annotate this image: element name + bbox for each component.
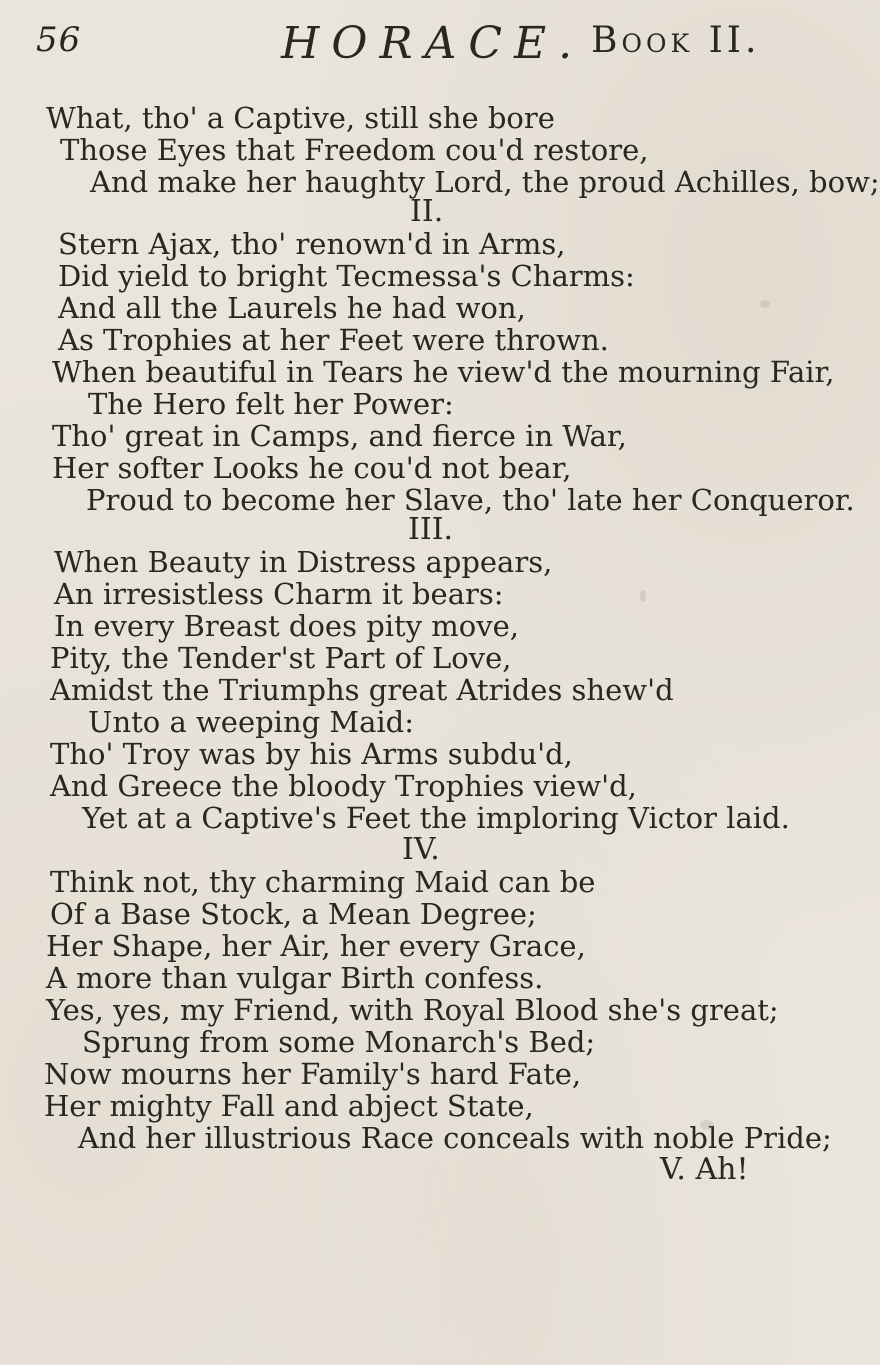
catchword: V. Ah! bbox=[660, 1152, 749, 1187]
verse-line: Unto a weeping Maid: bbox=[88, 705, 414, 739]
verse-line: The Hero felt her Power: bbox=[88, 387, 454, 421]
verse-line: And Greece the bloody Trophies view'd, bbox=[50, 769, 637, 803]
paper-blemish bbox=[700, 1120, 714, 1130]
verse-line: As Trophies at her Feet were thrown. bbox=[58, 323, 609, 357]
book-label: Book II. bbox=[591, 20, 761, 61]
verse-line: Her softer Looks he cou'd not bear, bbox=[52, 451, 572, 485]
verse-line: And make her haughty Lord, the proud Achilles, bow; bbox=[90, 165, 880, 199]
verse-line: Those Eyes that Freedom cou'd restore, bbox=[60, 133, 649, 167]
verse-line: Tho' Troy was by his Arms subdu'd, bbox=[50, 737, 573, 771]
verse-line: Stern Ajax, tho' renown'd in Arms, bbox=[58, 227, 566, 261]
verse-line: What, tho' a Captive, still she bore bbox=[46, 101, 555, 135]
verse-line: Sprung from some Monarch's Bed; bbox=[82, 1025, 596, 1059]
verse-line: An irresistless Charm it bears: bbox=[54, 577, 504, 611]
verse-line: Her mighty Fall and abject State, bbox=[44, 1089, 534, 1123]
verse-line: Yes, yes, my Friend, with Royal Blood she's great; bbox=[46, 993, 779, 1027]
verse-line: Yet at a Captive's Feet the imploring Victor laid. bbox=[82, 801, 790, 835]
verse-line: And her illustrious Race conceals with noble Pride; bbox=[78, 1121, 832, 1155]
verse-line: Her Shape, her Air, her every Grace, bbox=[46, 929, 586, 963]
page-header bbox=[36, 18, 786, 74]
verse-line: When Beauty in Distress appears, bbox=[54, 545, 553, 579]
verse-line: Tho' great in Camps, and fierce in War, bbox=[52, 419, 627, 453]
stanza-numeral: II. bbox=[410, 194, 444, 229]
verse-line: Did yield to bright Tecmessa's Charms: bbox=[58, 259, 635, 293]
verse-line: And all the Laurels he had won, bbox=[58, 291, 526, 325]
verse-line: Pity, the Tender'st Part of Love, bbox=[50, 641, 512, 675]
verse-line: When beautiful in Tears he view'd the mourning Fair, bbox=[52, 355, 835, 389]
verse-line: Think not, thy charming Maid can be bbox=[50, 865, 596, 899]
paper-blemish bbox=[640, 590, 646, 602]
verse-line: Of a Base Stock, a Mean Degree; bbox=[50, 897, 537, 931]
paper-blemish bbox=[760, 300, 770, 308]
page-number: 56 bbox=[36, 20, 82, 60]
stanza-numeral: IV. bbox=[402, 832, 440, 867]
verse-line: In every Breast does pity move, bbox=[54, 609, 520, 643]
verse-line: A more than vulgar Birth confess. bbox=[46, 961, 544, 995]
verse-line: Now mourns her Family's hard Fate, bbox=[44, 1057, 582, 1091]
verse-line: Proud to become her Slave, tho' late her Conqueror. bbox=[86, 483, 855, 517]
verse-line: Amidst the Triumphs great Atrides shew'd bbox=[50, 673, 674, 707]
running-title: HORACE. bbox=[281, 18, 585, 69]
stanza-numeral: III. bbox=[408, 512, 454, 547]
